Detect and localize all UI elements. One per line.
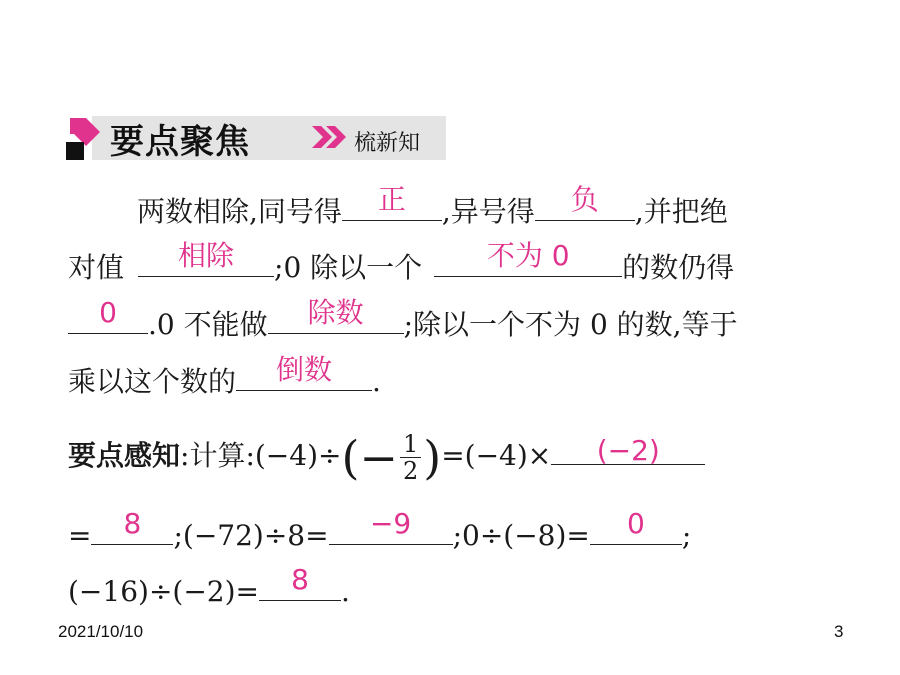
answer: 0 [626, 507, 645, 540]
footer-date: 2021/10/10 [58, 622, 144, 641]
text: :计算:(−4)÷ [180, 439, 342, 472]
text: ;0 除以一个 [274, 251, 423, 284]
text-line-3 [68, 297, 738, 345]
practice-label: 要点感知 [68, 439, 181, 472]
practice-line-1 [68, 428, 705, 484]
answer: 除数 [307, 296, 364, 329]
text: (− [341, 430, 398, 485]
text: 的数仍得 [622, 251, 735, 284]
answer: 8 [291, 563, 309, 596]
double-chevron-icon [312, 126, 348, 148]
text: =(−4)× [441, 439, 552, 472]
answer-blank [590, 508, 682, 545]
answer: −9 [369, 507, 412, 540]
answer-blank [259, 564, 341, 601]
text: ;除以一个不为 0 的数,等于 [403, 308, 738, 341]
text: .0 不能做 [148, 308, 268, 341]
text: ) [423, 430, 442, 485]
answer: 正 [377, 183, 406, 216]
answer: 不为 0 [486, 239, 570, 272]
answer: 0 [99, 296, 117, 329]
header-logo-icon [62, 112, 108, 162]
answer-blank [138, 240, 274, 277]
text: 乘以这个数的 [68, 365, 237, 398]
practice-line-3 [68, 564, 350, 612]
text: ,并把绝 [634, 195, 728, 228]
text: ;(−72)÷8= [173, 519, 329, 552]
answer-blank [91, 508, 173, 545]
text: . [372, 365, 381, 398]
text: 对值 [68, 251, 125, 284]
text-line-4 [68, 354, 381, 402]
practice-line-2 [68, 508, 691, 556]
answer: 8 [123, 507, 142, 540]
answer-blank [551, 428, 705, 465]
answer: 倒数 [276, 353, 333, 386]
text: ;0÷(−8)= [452, 519, 590, 552]
header-subtitle: 梳新知 [354, 131, 421, 156]
page-number: 3 [834, 622, 844, 641]
answer-blank [268, 297, 404, 334]
header-title: 要点聚焦 [110, 122, 250, 162]
answer-blank [535, 184, 635, 221]
text: = [68, 519, 92, 552]
answer-blank [68, 297, 148, 334]
text: (−16)÷(−2)= [68, 575, 259, 608]
text-line-1 [137, 184, 728, 232]
fraction-denominator: 2 [402, 457, 419, 485]
text-line-2 [68, 240, 734, 288]
text: ,异号得 [441, 195, 535, 228]
section-header [62, 112, 446, 162]
text: . [340, 575, 350, 608]
text: 两数相除,同号得 [137, 195, 342, 228]
answer: 负 [570, 183, 599, 216]
fraction [400, 431, 421, 484]
answer: (−2) [596, 434, 660, 467]
answer-blank [236, 354, 372, 391]
answer-blank [342, 184, 442, 221]
answer-blank [434, 240, 622, 277]
fraction-numerator: 1 [400, 431, 421, 458]
answer-blank [329, 508, 453, 545]
text: ; [681, 519, 692, 552]
answer: 相除 [178, 239, 235, 272]
